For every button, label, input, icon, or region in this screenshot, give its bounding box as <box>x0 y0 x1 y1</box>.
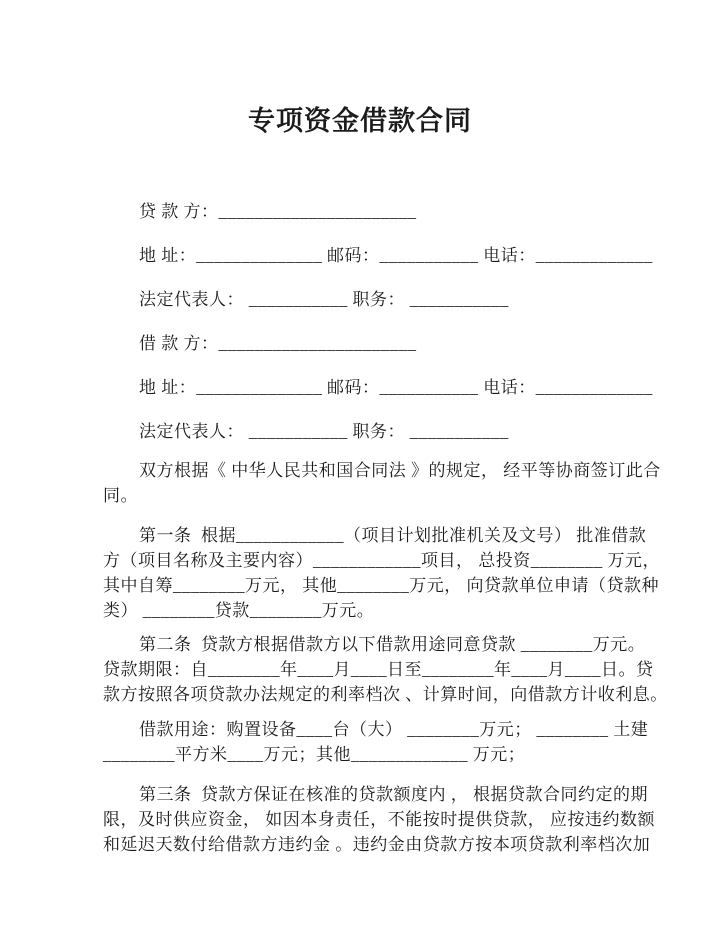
text-line: 款方按照各项贷款办法规定的利率档次 、计算时间，向借款方计收利息。 <box>103 685 668 704</box>
text-line: 方（项目名称及主要内容）____________项目， 总投资________ 万元， <box>103 551 660 570</box>
text-line: 同。 <box>103 486 138 505</box>
text-line: 贷款期限：自________年____月____日至________年____月____日。贷 <box>103 660 654 679</box>
text-line: 借款用途：购置设备____台（大） ________万元； ________ 土建 <box>139 720 649 739</box>
text-line: 其中自筹________万元， 其他________万元， 向贷款单位申请（贷款种 <box>103 576 659 595</box>
text-line: 第二条 贷款方根据借款方以下借款用途同意贷款 ________万元。 <box>139 635 646 654</box>
borrower-address-line: 地 址：______________ 邮码：___________ 电话：_____________ <box>139 378 653 397</box>
borrower-name-line: 借 款 方：______________________ <box>139 334 417 353</box>
paragraph-article-2 <box>103 632 668 707</box>
contract-body <box>103 458 668 857</box>
text-line: 双方根据《 中华人民共和国合同法 》的规定， 经平等协商签订此合 <box>139 461 661 480</box>
text-line: 和延迟天数付给借款方违约金 。违约金由贷款方按本项贷款利率档次加 <box>103 835 651 854</box>
document-title: 专项资金借款合同 <box>248 106 472 136</box>
lender-representative-line: 法定代表人： ___________ 职务： ___________ <box>139 290 509 309</box>
text-line: 第三条 贷款方保证在核准的贷款额度内 ， 根据贷款合同约定的期 <box>139 785 648 804</box>
text-line: 第一条 根据____________（项目计划批准机关及文号） 批准借款 <box>139 526 647 545</box>
text-line: 限，及时供应资金， 如因本身责任，不能按时提供贷款， 应按违约数额 <box>103 810 655 829</box>
text-line: 类） ________贷款________万元。 <box>103 601 375 620</box>
lender-name-line: 贷 款 方：______________________ <box>139 202 417 221</box>
paragraph-intro <box>103 458 661 508</box>
text-line: ________平方米____万元；其他_____________ 万元； <box>103 745 526 764</box>
paragraph-article-3 <box>103 782 655 857</box>
paragraph-article-1 <box>103 523 660 623</box>
contract-header-form <box>139 199 653 463</box>
paragraph-loan-purpose <box>103 717 649 767</box>
borrower-representative-line: 法定代表人： ___________ 职务： ___________ <box>139 422 509 441</box>
lender-address-line: 地 址：______________ 邮码：___________ 电话：_____________ <box>139 246 653 265</box>
